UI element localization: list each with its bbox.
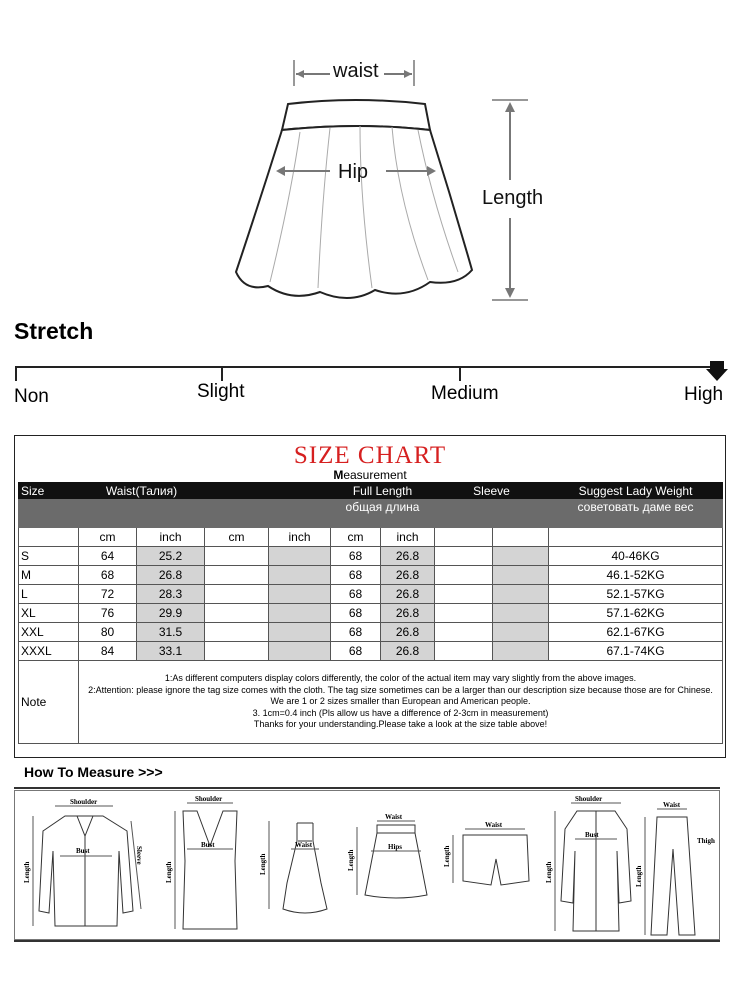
header-full-length-ru: общая длина xyxy=(331,499,435,515)
pants-diagram-icon xyxy=(645,809,695,935)
stretch-level-high: High xyxy=(684,384,724,405)
skirt-diagram-icon xyxy=(357,821,427,898)
tank-length-label: Length xyxy=(165,861,173,883)
how-to-measure-title: How To Measure >>> xyxy=(24,764,163,780)
divider xyxy=(14,787,720,789)
table-row: L 72 28.3 68 26.8 52.1-57KG xyxy=(19,585,723,604)
size-table xyxy=(18,482,723,744)
shorts-length-label: Length xyxy=(443,845,451,867)
skirt-illustration xyxy=(0,0,750,320)
size-chart-title: SIZE CHART xyxy=(293,442,447,469)
dress-length-label: Length xyxy=(259,853,267,875)
coat-shoulder-label: Shoulder xyxy=(575,795,603,803)
size-chart xyxy=(14,435,726,758)
table-row: S 64 25.2 68 26.8 40-46KG xyxy=(19,547,723,566)
dress-diagram-icon xyxy=(269,821,327,913)
skirt-length-label: Length xyxy=(347,849,355,871)
header-size: Size xyxy=(19,483,79,499)
skirt-waist-label: Waist xyxy=(385,813,403,821)
coat-bust-label: Bust xyxy=(585,831,599,839)
pants-waist-label: Waist xyxy=(663,801,681,809)
stretch-scale xyxy=(0,355,750,385)
stretch-title: Stretch xyxy=(14,318,94,344)
tank-shoulder-label: Shoulder xyxy=(195,795,223,803)
shirt-diagram-icon xyxy=(33,806,141,926)
pants-length-label: Length xyxy=(635,865,643,887)
note-text: 1:As different computers display colors differently, the color of the actual item may vary slightly from the above images. 2:Attention: please ignore the tag size comes with the cloth. The tag size sometimes can be a larger than our description size because those are for Chinese. We are 1 or 2 sizes smaller than European and American people. 3. 1cm=0.4 inch (Pls allow us have a difference of 2-3cm in measurement) Thanks for your understanding.Please take a look at the size table above! xyxy=(79,661,723,744)
shirt-bust-label: Bust xyxy=(76,847,90,855)
note-row xyxy=(19,661,723,744)
skirt-diagram xyxy=(0,0,750,320)
hip-label: Hip xyxy=(338,161,369,183)
header-weight: Suggest Lady Weight xyxy=(549,483,723,499)
header-weight-ru: советовать даме вес xyxy=(549,499,723,515)
table-row: M 68 26.8 68 26.8 46.1-52KG xyxy=(19,566,723,585)
waist-label: waist xyxy=(333,60,379,82)
how-to-measure-panel xyxy=(14,790,720,940)
skirt-hips-label: Hips xyxy=(388,843,403,851)
shirt-sleeve-label: Sleeve xyxy=(135,846,143,865)
tank-bust-label: Bust xyxy=(201,841,215,849)
coat-diagram-icon xyxy=(555,803,631,931)
garment-diagrams xyxy=(15,791,719,939)
length-label: Length xyxy=(482,187,544,209)
table-row: XXL 80 31.5 68 26.8 62.1-67KG xyxy=(19,623,723,642)
divider xyxy=(14,940,720,942)
stretch-level-medium: Medium xyxy=(431,383,499,404)
shirt-shoulder-label: Shoulder xyxy=(70,798,98,806)
stretch-level-non: Non xyxy=(14,386,49,407)
measurement-caption: Measurement xyxy=(333,468,407,482)
pants-thigh-label: Thigh xyxy=(697,837,715,845)
shorts-diagram-icon xyxy=(453,829,529,885)
shorts-waist-label: Waist xyxy=(485,821,503,829)
header-sleeve: Sleeve xyxy=(435,483,549,499)
stretch-level-slight: Slight xyxy=(197,381,245,402)
units-row: cm inch cm inch cm inch xyxy=(19,528,723,547)
tank-top-diagram-icon xyxy=(175,803,237,929)
table-row: XL 76 29.9 68 26.8 57.1-62KG xyxy=(19,604,723,623)
shirt-length-label: Length xyxy=(23,861,31,883)
coat-length-label: Length xyxy=(545,861,553,883)
header-waist: Waist(Талия) xyxy=(79,483,205,499)
high-marker-icon xyxy=(706,361,728,381)
header-full-length: Full Length xyxy=(331,483,435,499)
table-row: XXXL 84 33.1 68 26.8 67.1-74KG xyxy=(19,642,723,661)
note-label: Note xyxy=(19,661,79,744)
dress-waist-label: Waist xyxy=(295,841,313,849)
